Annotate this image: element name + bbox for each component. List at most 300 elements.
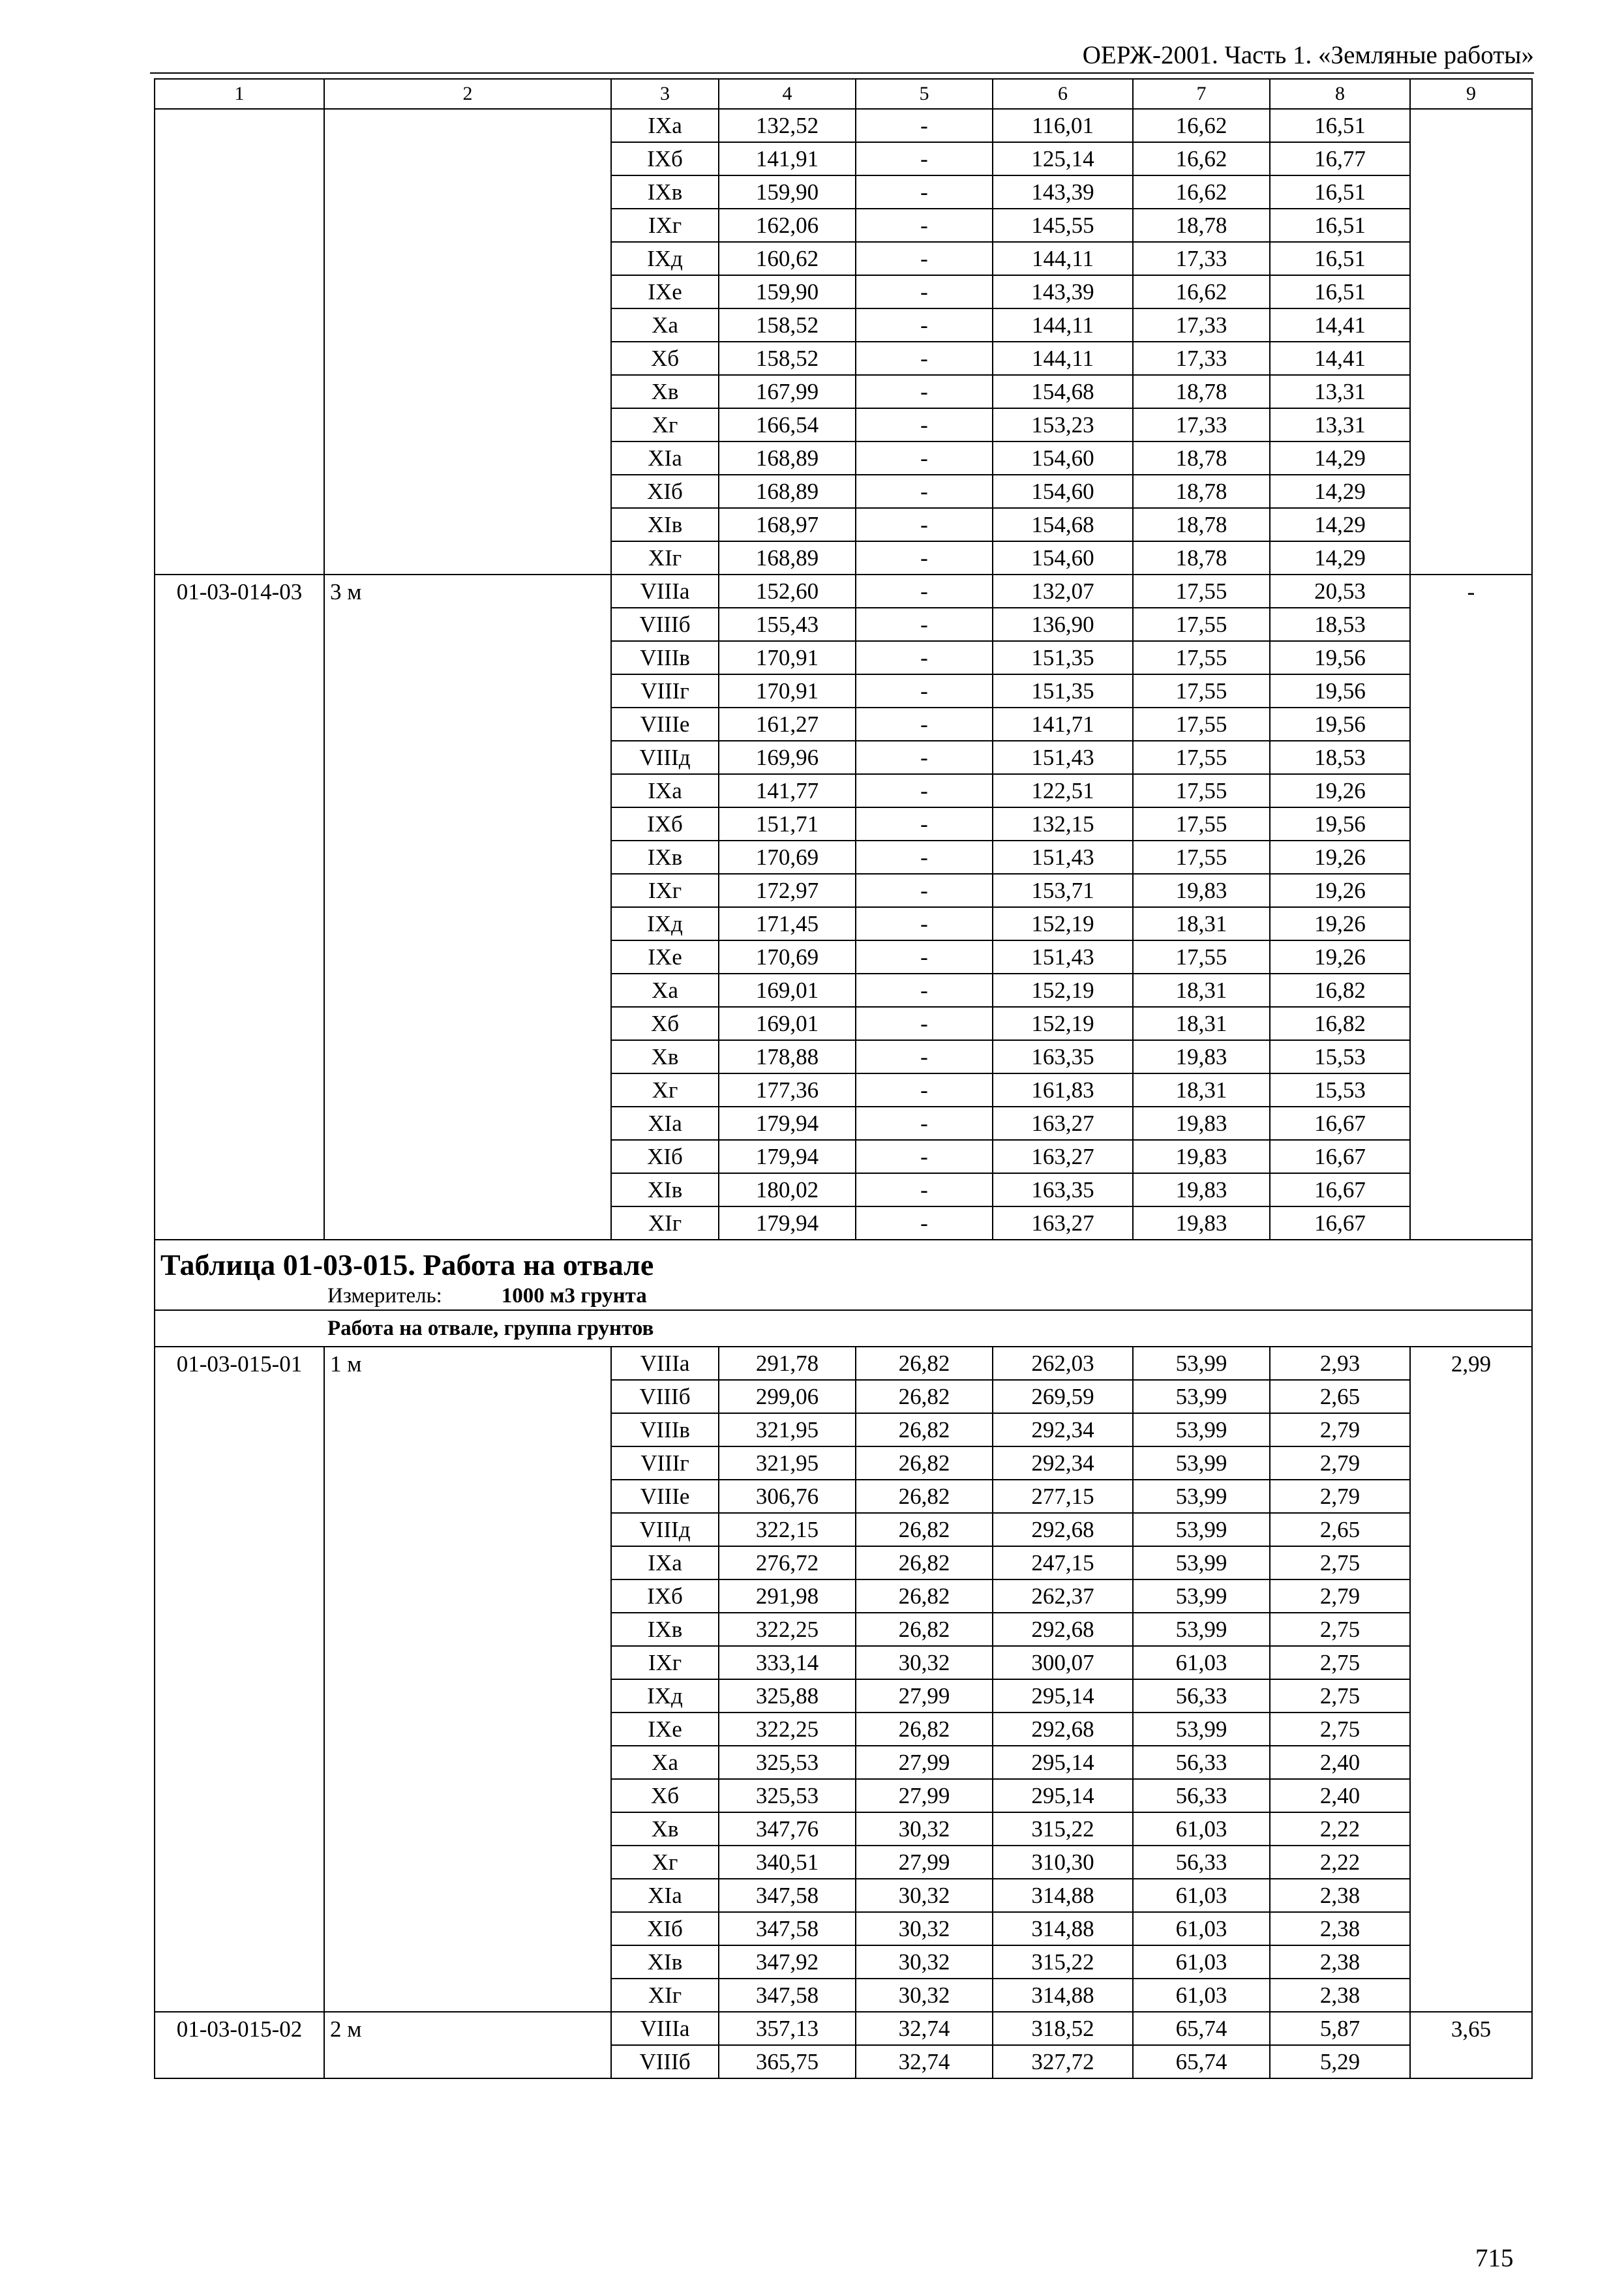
soil-group-cell: VIIIб: [611, 2045, 719, 2078]
value-cell: 30,32: [856, 1812, 993, 1846]
value-cell: 347,58: [719, 1879, 856, 1912]
value-cell: 153,23: [993, 408, 1133, 441]
value-cell: 315,22: [993, 1812, 1133, 1846]
value-cell: 20,53: [1270, 575, 1410, 608]
value-cell: -: [856, 874, 993, 907]
value-cell: 2,38: [1270, 1912, 1410, 1945]
value-cell: 151,35: [993, 674, 1133, 708]
value-cell: 152,60: [719, 575, 856, 608]
value-cell: 18,78: [1133, 209, 1270, 242]
value-cell: -: [856, 741, 993, 774]
value-cell: 26,82: [856, 1413, 993, 1446]
value-cell: 116,01: [993, 109, 1133, 142]
value-cell: 61,03: [1133, 1912, 1270, 1945]
value-cell: 17,55: [1133, 608, 1270, 641]
value-cell: 159,90: [719, 175, 856, 209]
value-cell: 321,95: [719, 1413, 856, 1446]
column-number: 9: [1410, 79, 1532, 109]
value-cell: -: [856, 142, 993, 175]
soil-group-cell: Xб: [611, 342, 719, 375]
value-cell: 292,34: [993, 1413, 1133, 1446]
value-cell: 310,30: [993, 1846, 1133, 1879]
value-cell: 19,83: [1133, 1107, 1270, 1140]
value-cell: 2,22: [1270, 1846, 1410, 1879]
column-number: 8: [1270, 79, 1410, 109]
value-cell: -: [856, 441, 993, 475]
value-cell: 16,67: [1270, 1173, 1410, 1206]
soil-group-cell: XIа: [611, 1879, 719, 1912]
value-cell: 61,03: [1133, 1646, 1270, 1679]
value-cell: 347,92: [719, 1945, 856, 1979]
soil-group-cell: Xб: [611, 1007, 719, 1040]
value-cell: 125,14: [993, 142, 1133, 175]
value-cell: 19,26: [1270, 874, 1410, 907]
value-cell: 26,82: [856, 1513, 993, 1546]
value-cell: 17,55: [1133, 575, 1270, 608]
value-cell: 314,88: [993, 1912, 1133, 1945]
value-cell: 151,71: [719, 807, 856, 841]
value-cell: 19,56: [1270, 708, 1410, 741]
value-cell: 2,38: [1270, 1945, 1410, 1979]
value-cell: -: [856, 541, 993, 575]
value-cell: -: [856, 974, 993, 1007]
value-cell: 53,99: [1133, 1546, 1270, 1579]
value-cell: 132,52: [719, 109, 856, 142]
value-cell: 2,40: [1270, 1746, 1410, 1779]
value-cell: -: [856, 807, 993, 841]
value-cell: 318,52: [993, 2012, 1133, 2045]
value-cell: 19,26: [1270, 907, 1410, 940]
value-cell: 15,53: [1270, 1073, 1410, 1107]
value-cell: -: [856, 308, 993, 342]
value-cell: 295,14: [993, 1779, 1133, 1812]
value-cell: 155,43: [719, 608, 856, 641]
value-cell: 16,67: [1270, 1107, 1410, 1140]
soil-group-cell: IXа: [611, 109, 719, 142]
soil-group-cell: VIIIв: [611, 1413, 719, 1446]
running-header: ОЕРЖ-2001. Часть 1. «Земляные работы»: [1082, 41, 1534, 69]
value-cell: 177,36: [719, 1073, 856, 1107]
value-cell: 151,43: [993, 940, 1133, 974]
value-cell: 333,14: [719, 1646, 856, 1679]
value-cell: 16,62: [1133, 109, 1270, 142]
value-cell: 292,68: [993, 1513, 1133, 1546]
value-cell: 17,55: [1133, 708, 1270, 741]
meter-label: Измеритель:: [327, 1283, 442, 1308]
value-cell: 170,69: [719, 841, 856, 874]
value-cell: -: [856, 209, 993, 242]
value-cell: 161,83: [993, 1073, 1133, 1107]
value-cell: 2,75: [1270, 1679, 1410, 1713]
value-cell: 153,71: [993, 874, 1133, 907]
value-cell: 154,68: [993, 375, 1133, 408]
value-cell: 2,75: [1270, 1713, 1410, 1746]
soil-group-cell: Xа: [611, 1746, 719, 1779]
value-cell: 169,96: [719, 741, 856, 774]
value-cell: 154,68: [993, 508, 1133, 541]
value-cell: 19,83: [1133, 1040, 1270, 1073]
soil-group-cell: Xв: [611, 1040, 719, 1073]
value-cell: -: [856, 275, 993, 308]
value-cell: 143,39: [993, 175, 1133, 209]
soil-group-cell: Xа: [611, 974, 719, 1007]
value-cell: 2,93: [1270, 1347, 1410, 1380]
value-cell: 16,67: [1270, 1206, 1410, 1240]
soil-group-cell: XIг: [611, 1206, 719, 1240]
value-cell: 16,51: [1270, 209, 1410, 242]
soil-group-cell: Xв: [611, 1812, 719, 1846]
soil-group-cell: Xг: [611, 1846, 719, 1879]
header-rule: [150, 72, 1534, 74]
value-cell: 18,31: [1133, 1007, 1270, 1040]
value-cell: 2,79: [1270, 1579, 1410, 1613]
value-cell: 163,27: [993, 1107, 1133, 1140]
value-cell: 26,82: [856, 1480, 993, 1513]
value-cell: 16,51: [1270, 275, 1410, 308]
value-cell: 30,32: [856, 1912, 993, 1945]
value-cell: 16,82: [1270, 974, 1410, 1007]
value-cell: 18,78: [1133, 375, 1270, 408]
value-cell: 365,75: [719, 2045, 856, 2078]
value-cell: -: [856, 1206, 993, 1240]
value-cell: -: [856, 907, 993, 940]
value-cell: -: [856, 575, 993, 608]
value-cell: 315,22: [993, 1945, 1133, 1979]
value-cell: 291,98: [719, 1579, 856, 1613]
value-cell: 26,82: [856, 1546, 993, 1579]
table-row: [155, 2012, 1532, 2045]
note-cell: 2,99: [1410, 1347, 1532, 2012]
soil-group-cell: XIб: [611, 1140, 719, 1173]
value-cell: 19,83: [1133, 1206, 1270, 1240]
value-cell: 16,62: [1133, 275, 1270, 308]
value-cell: 325,53: [719, 1779, 856, 1812]
soil-group-cell: IXв: [611, 175, 719, 209]
rate-parameter: 3 м: [324, 575, 611, 1240]
rate-parameter: 1 м: [324, 1347, 611, 2012]
value-cell: 300,07: [993, 1646, 1133, 1679]
value-cell: 160,62: [719, 242, 856, 275]
value-cell: 295,14: [993, 1746, 1133, 1779]
soil-group-cell: VIIIв: [611, 641, 719, 674]
value-cell: 61,03: [1133, 1945, 1270, 1979]
value-cell: 262,03: [993, 1347, 1133, 1380]
soil-group-cell: VIIIг: [611, 674, 719, 708]
value-cell: 26,82: [856, 1613, 993, 1646]
value-cell: 168,89: [719, 541, 856, 575]
value-cell: 132,07: [993, 575, 1133, 608]
value-cell: 19,83: [1133, 874, 1270, 907]
value-cell: -: [856, 641, 993, 674]
table-title-row: [155, 1240, 1532, 1280]
section-heading: Работа на отвале, группа грунтов: [155, 1310, 1532, 1347]
table-row: [155, 575, 1532, 608]
value-cell: 180,02: [719, 1173, 856, 1206]
soil-group-cell: IXе: [611, 275, 719, 308]
value-cell: 2,38: [1270, 1879, 1410, 1912]
value-cell: 172,97: [719, 874, 856, 907]
value-cell: 17,55: [1133, 774, 1270, 807]
rate-parameter: [324, 109, 611, 575]
value-cell: 17,55: [1133, 674, 1270, 708]
value-cell: 16,51: [1270, 109, 1410, 142]
value-cell: 168,89: [719, 441, 856, 475]
value-cell: 5,87: [1270, 2012, 1410, 2045]
value-cell: 163,27: [993, 1140, 1133, 1173]
value-cell: 340,51: [719, 1846, 856, 1879]
table-body-part-2: [155, 1347, 1532, 2078]
value-cell: 154,60: [993, 441, 1133, 475]
value-cell: 170,91: [719, 674, 856, 708]
table-title-cell: [155, 1240, 1532, 1280]
value-cell: 53,99: [1133, 1413, 1270, 1446]
value-cell: 14,41: [1270, 308, 1410, 342]
note-cell: [1410, 109, 1532, 575]
value-cell: 168,89: [719, 475, 856, 508]
value-cell: 32,74: [856, 2045, 993, 2078]
value-cell: 292,34: [993, 1446, 1133, 1480]
soil-group-cell: IXе: [611, 940, 719, 974]
value-cell: -: [856, 109, 993, 142]
value-cell: 347,76: [719, 1812, 856, 1846]
value-cell: 16,62: [1133, 175, 1270, 209]
value-cell: 169,01: [719, 974, 856, 1007]
value-cell: 17,33: [1133, 242, 1270, 275]
column-number: 6: [993, 79, 1133, 109]
soil-group-cell: XIб: [611, 1912, 719, 1945]
table-title-block: [155, 1240, 1532, 1347]
table-row: [155, 109, 1532, 142]
value-cell: 178,88: [719, 1040, 856, 1073]
value-cell: 179,94: [719, 1206, 856, 1240]
value-cell: 30,32: [856, 1979, 993, 2012]
meter-cell: [155, 1280, 1532, 1310]
soil-group-cell: IXв: [611, 841, 719, 874]
value-cell: 27,99: [856, 1846, 993, 1879]
soil-group-cell: XIв: [611, 1945, 719, 1979]
value-cell: 17,55: [1133, 641, 1270, 674]
value-cell: 179,94: [719, 1107, 856, 1140]
value-cell: 19,83: [1133, 1173, 1270, 1206]
value-cell: 143,39: [993, 275, 1133, 308]
value-cell: 151,43: [993, 741, 1133, 774]
value-cell: 26,82: [856, 1713, 993, 1746]
value-cell: 179,94: [719, 1140, 856, 1173]
value-cell: -: [856, 342, 993, 375]
value-cell: 27,99: [856, 1779, 993, 1812]
rate-code: 01-03-014-03: [155, 575, 324, 1240]
value-cell: -: [856, 175, 993, 209]
value-cell: 17,33: [1133, 308, 1270, 342]
value-cell: 159,90: [719, 275, 856, 308]
value-cell: 163,35: [993, 1173, 1133, 1206]
value-cell: 53,99: [1133, 1480, 1270, 1513]
value-cell: 2,79: [1270, 1413, 1410, 1446]
value-cell: 19,26: [1270, 841, 1410, 874]
value-cell: 13,31: [1270, 408, 1410, 441]
value-cell: -: [856, 940, 993, 974]
value-cell: 61,03: [1133, 1979, 1270, 2012]
value-cell: 262,37: [993, 1579, 1133, 1613]
value-cell: -: [856, 841, 993, 874]
soil-group-cell: Xб: [611, 1779, 719, 1812]
soil-group-cell: IXг: [611, 1646, 719, 1679]
value-cell: 18,53: [1270, 608, 1410, 641]
value-cell: -: [856, 508, 993, 541]
value-cell: 154,60: [993, 541, 1133, 575]
page-number: 715: [1475, 2244, 1514, 2272]
value-cell: 158,52: [719, 342, 856, 375]
soil-group-cell: Xг: [611, 408, 719, 441]
value-cell: 314,88: [993, 1879, 1133, 1912]
value-cell: 152,19: [993, 974, 1133, 1007]
section-heading-row: [155, 1310, 1532, 1347]
rate-code: 01-03-015-01: [155, 1347, 324, 2012]
soil-group-cell: IXд: [611, 1679, 719, 1713]
soil-group-cell: Xв: [611, 375, 719, 408]
value-cell: 145,55: [993, 209, 1133, 242]
column-number: 7: [1133, 79, 1270, 109]
value-cell: 152,19: [993, 1007, 1133, 1040]
soil-group-cell: VIIIа: [611, 1347, 719, 1380]
value-cell: 18,78: [1133, 541, 1270, 575]
value-cell: 299,06: [719, 1380, 856, 1413]
value-cell: 144,11: [993, 342, 1133, 375]
soil-group-cell: VIIIа: [611, 575, 719, 608]
value-cell: 269,59: [993, 1380, 1133, 1413]
value-cell: 56,33: [1133, 1746, 1270, 1779]
value-cell: 151,35: [993, 641, 1133, 674]
value-cell: 325,88: [719, 1679, 856, 1713]
table-row: [155, 1347, 1532, 1380]
value-cell: 14,29: [1270, 441, 1410, 475]
value-cell: 322,25: [719, 1613, 856, 1646]
value-cell: 17,55: [1133, 741, 1270, 774]
soil-group-cell: VIIIб: [611, 608, 719, 641]
note-cell: -: [1410, 575, 1532, 1240]
column-number-row: [155, 79, 1532, 109]
value-cell: 18,31: [1133, 907, 1270, 940]
value-cell: 2,79: [1270, 1480, 1410, 1513]
meter-row: [155, 1280, 1532, 1310]
value-cell: 19,56: [1270, 674, 1410, 708]
value-cell: 18,78: [1133, 441, 1270, 475]
value-cell: 27,99: [856, 1679, 993, 1713]
table-body-part-1: [155, 79, 1532, 1240]
value-cell: 136,90: [993, 608, 1133, 641]
value-cell: -: [856, 1140, 993, 1173]
soil-group-cell: IXд: [611, 907, 719, 940]
value-cell: 16,51: [1270, 175, 1410, 209]
value-cell: 141,77: [719, 774, 856, 807]
value-cell: 15,53: [1270, 1040, 1410, 1073]
soil-group-cell: XIа: [611, 441, 719, 475]
value-cell: 14,29: [1270, 541, 1410, 575]
soil-group-cell: IXб: [611, 807, 719, 841]
value-cell: 53,99: [1133, 1613, 1270, 1646]
value-cell: 13,31: [1270, 375, 1410, 408]
soil-group-cell: IXб: [611, 142, 719, 175]
soil-group-cell: IXв: [611, 1613, 719, 1646]
value-cell: -: [856, 1007, 993, 1040]
column-number: 3: [611, 79, 719, 109]
value-cell: 53,99: [1133, 1579, 1270, 1613]
value-cell: 26,82: [856, 1380, 993, 1413]
value-cell: 19,56: [1270, 641, 1410, 674]
value-cell: 357,13: [719, 2012, 856, 2045]
value-cell: 19,56: [1270, 807, 1410, 841]
value-cell: 325,53: [719, 1746, 856, 1779]
value-cell: 2,65: [1270, 1380, 1410, 1413]
value-cell: 347,58: [719, 1979, 856, 2012]
value-cell: 17,33: [1133, 342, 1270, 375]
value-cell: 158,52: [719, 308, 856, 342]
value-cell: 19,26: [1270, 940, 1410, 974]
value-cell: 53,99: [1133, 1513, 1270, 1546]
value-cell: 295,14: [993, 1679, 1133, 1713]
value-cell: -: [856, 242, 993, 275]
value-cell: 154,60: [993, 475, 1133, 508]
value-cell: 5,29: [1270, 2045, 1410, 2078]
value-cell: 162,06: [719, 209, 856, 242]
value-cell: 53,99: [1133, 1713, 1270, 1746]
value-cell: 30,32: [856, 1646, 993, 1679]
value-cell: 171,45: [719, 907, 856, 940]
soil-group-cell: XIв: [611, 1173, 719, 1206]
value-cell: 314,88: [993, 1979, 1133, 2012]
value-cell: 19,26: [1270, 774, 1410, 807]
value-cell: 170,69: [719, 940, 856, 974]
value-cell: 151,43: [993, 841, 1133, 874]
meter-value: 1000 м3 грунта: [501, 1283, 647, 1308]
value-cell: 16,67: [1270, 1140, 1410, 1173]
value-cell: -: [856, 708, 993, 741]
value-cell: 141,91: [719, 142, 856, 175]
value-cell: -: [856, 1040, 993, 1073]
rate-code: [155, 109, 324, 575]
soil-group-cell: VIIIе: [611, 708, 719, 741]
value-cell: 16,51: [1270, 242, 1410, 275]
soil-group-cell: VIIIд: [611, 1513, 719, 1546]
value-cell: 291,78: [719, 1347, 856, 1380]
soil-group-cell: VIIIг: [611, 1446, 719, 1480]
value-cell: 152,19: [993, 907, 1133, 940]
value-cell: 132,15: [993, 807, 1133, 841]
soil-group-cell: IXд: [611, 242, 719, 275]
value-cell: 144,11: [993, 308, 1133, 342]
value-cell: -: [856, 674, 993, 708]
rate-code: 01-03-015-02: [155, 2012, 324, 2078]
value-cell: 247,15: [993, 1546, 1133, 1579]
soil-group-cell: Xа: [611, 308, 719, 342]
value-cell: -: [856, 1073, 993, 1107]
value-cell: 170,91: [719, 641, 856, 674]
value-cell: 2,75: [1270, 1646, 1410, 1679]
value-cell: 30,32: [856, 1879, 993, 1912]
soil-group-cell: VIIIе: [611, 1480, 719, 1513]
value-cell: 16,77: [1270, 142, 1410, 175]
value-cell: 2,65: [1270, 1513, 1410, 1546]
soil-group-cell: VIIIа: [611, 2012, 719, 2045]
value-cell: 26,82: [856, 1347, 993, 1380]
rates-table: [154, 78, 1533, 2079]
value-cell: 322,25: [719, 1713, 856, 1746]
column-number: 5: [856, 79, 993, 109]
value-cell: 53,99: [1133, 1380, 1270, 1413]
value-cell: 17,55: [1133, 841, 1270, 874]
soil-group-cell: IXе: [611, 1713, 719, 1746]
value-cell: 18,31: [1133, 1073, 1270, 1107]
